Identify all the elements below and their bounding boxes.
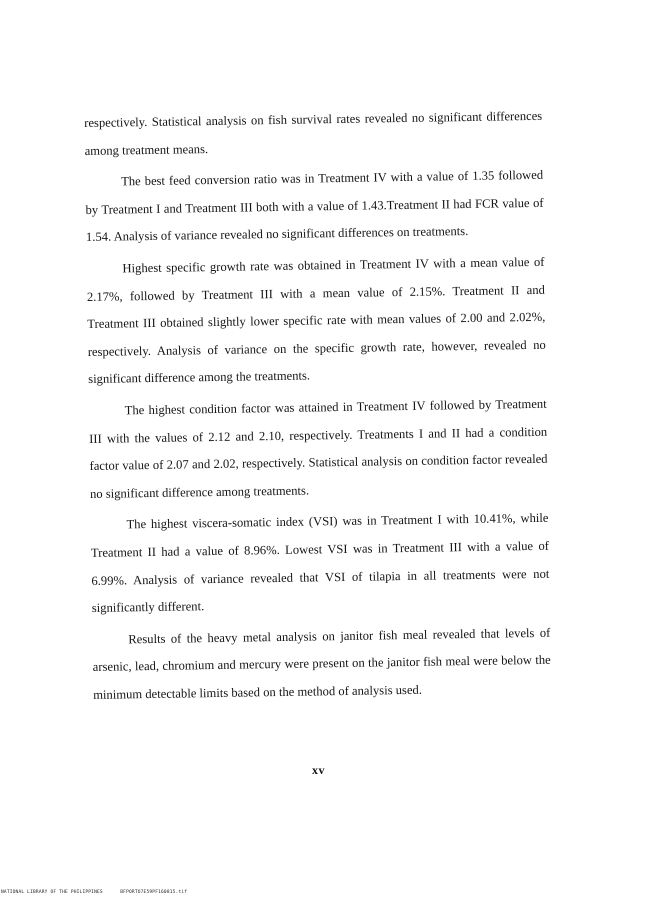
paragraph-condition-factor: The highest condition factor was attained in Treatment IV followed by Treatment III with the values of 2.12 and 2.10, respectively. Treatments I and II had a condition factor value of 2.07 and 2.02, respectively. Statistical analysis on condition factor revealed no significant difference among treatments.: [89, 396, 548, 501]
paragraph-viscera-somatic-index: The highest viscera-somatic index (VSI) was in Treatment I with 10.41%, while Treatment II had a value of 8.96%. Lowest VSI was in Treatment III with a value of 6.99%. Analysis of variance revealed that VSI of tilapia in all treatments were not significantly different.: [90, 511, 550, 616]
page-number: xv: [312, 763, 325, 777]
body-text: [84, 103, 551, 714]
paragraph-heavy-metal-analysis: Results of the heavy metal analysis on janitor fish meal revealed that levels of arsenic, lead, chromium and mercury were present on the janitor fish meal were below the minimum detectable limits based on the method of analysis used.: [92, 625, 551, 702]
scan-footer-stamp: NATIONAL LIBRARY OF THE PHILIPPINES BFPORTO7E59PF160815.tif: [1, 890, 188, 895]
paragraph-survival-rates: respectively. Statistical analysis on fish survival rates revealed no significant differences among treatment means.: [84, 108, 543, 158]
paragraph-feed-conversion-ratio: The best feed conversion ratio was in Treatment IV with a value of 1.35 followed by Treatment I and Treatment III both with a value of 1.43.Treatment II had FCR value of 1.54. Analysis of variance revealed no significant differences on treatments.: [85, 167, 544, 245]
paragraph-specific-growth-rate: Highest specific growth rate was obtained in Treatment IV with a mean value of 2.17%, followed by Treatment III with a mean value of 2.15%. Treatment II and Treatment III obtained slightly lower specific rate with mean values of 2.00 and 2.02%, respectively. Analysis of variance on the specific growth rate, however, revealed no significant difference among the treatments.: [86, 254, 546, 387]
